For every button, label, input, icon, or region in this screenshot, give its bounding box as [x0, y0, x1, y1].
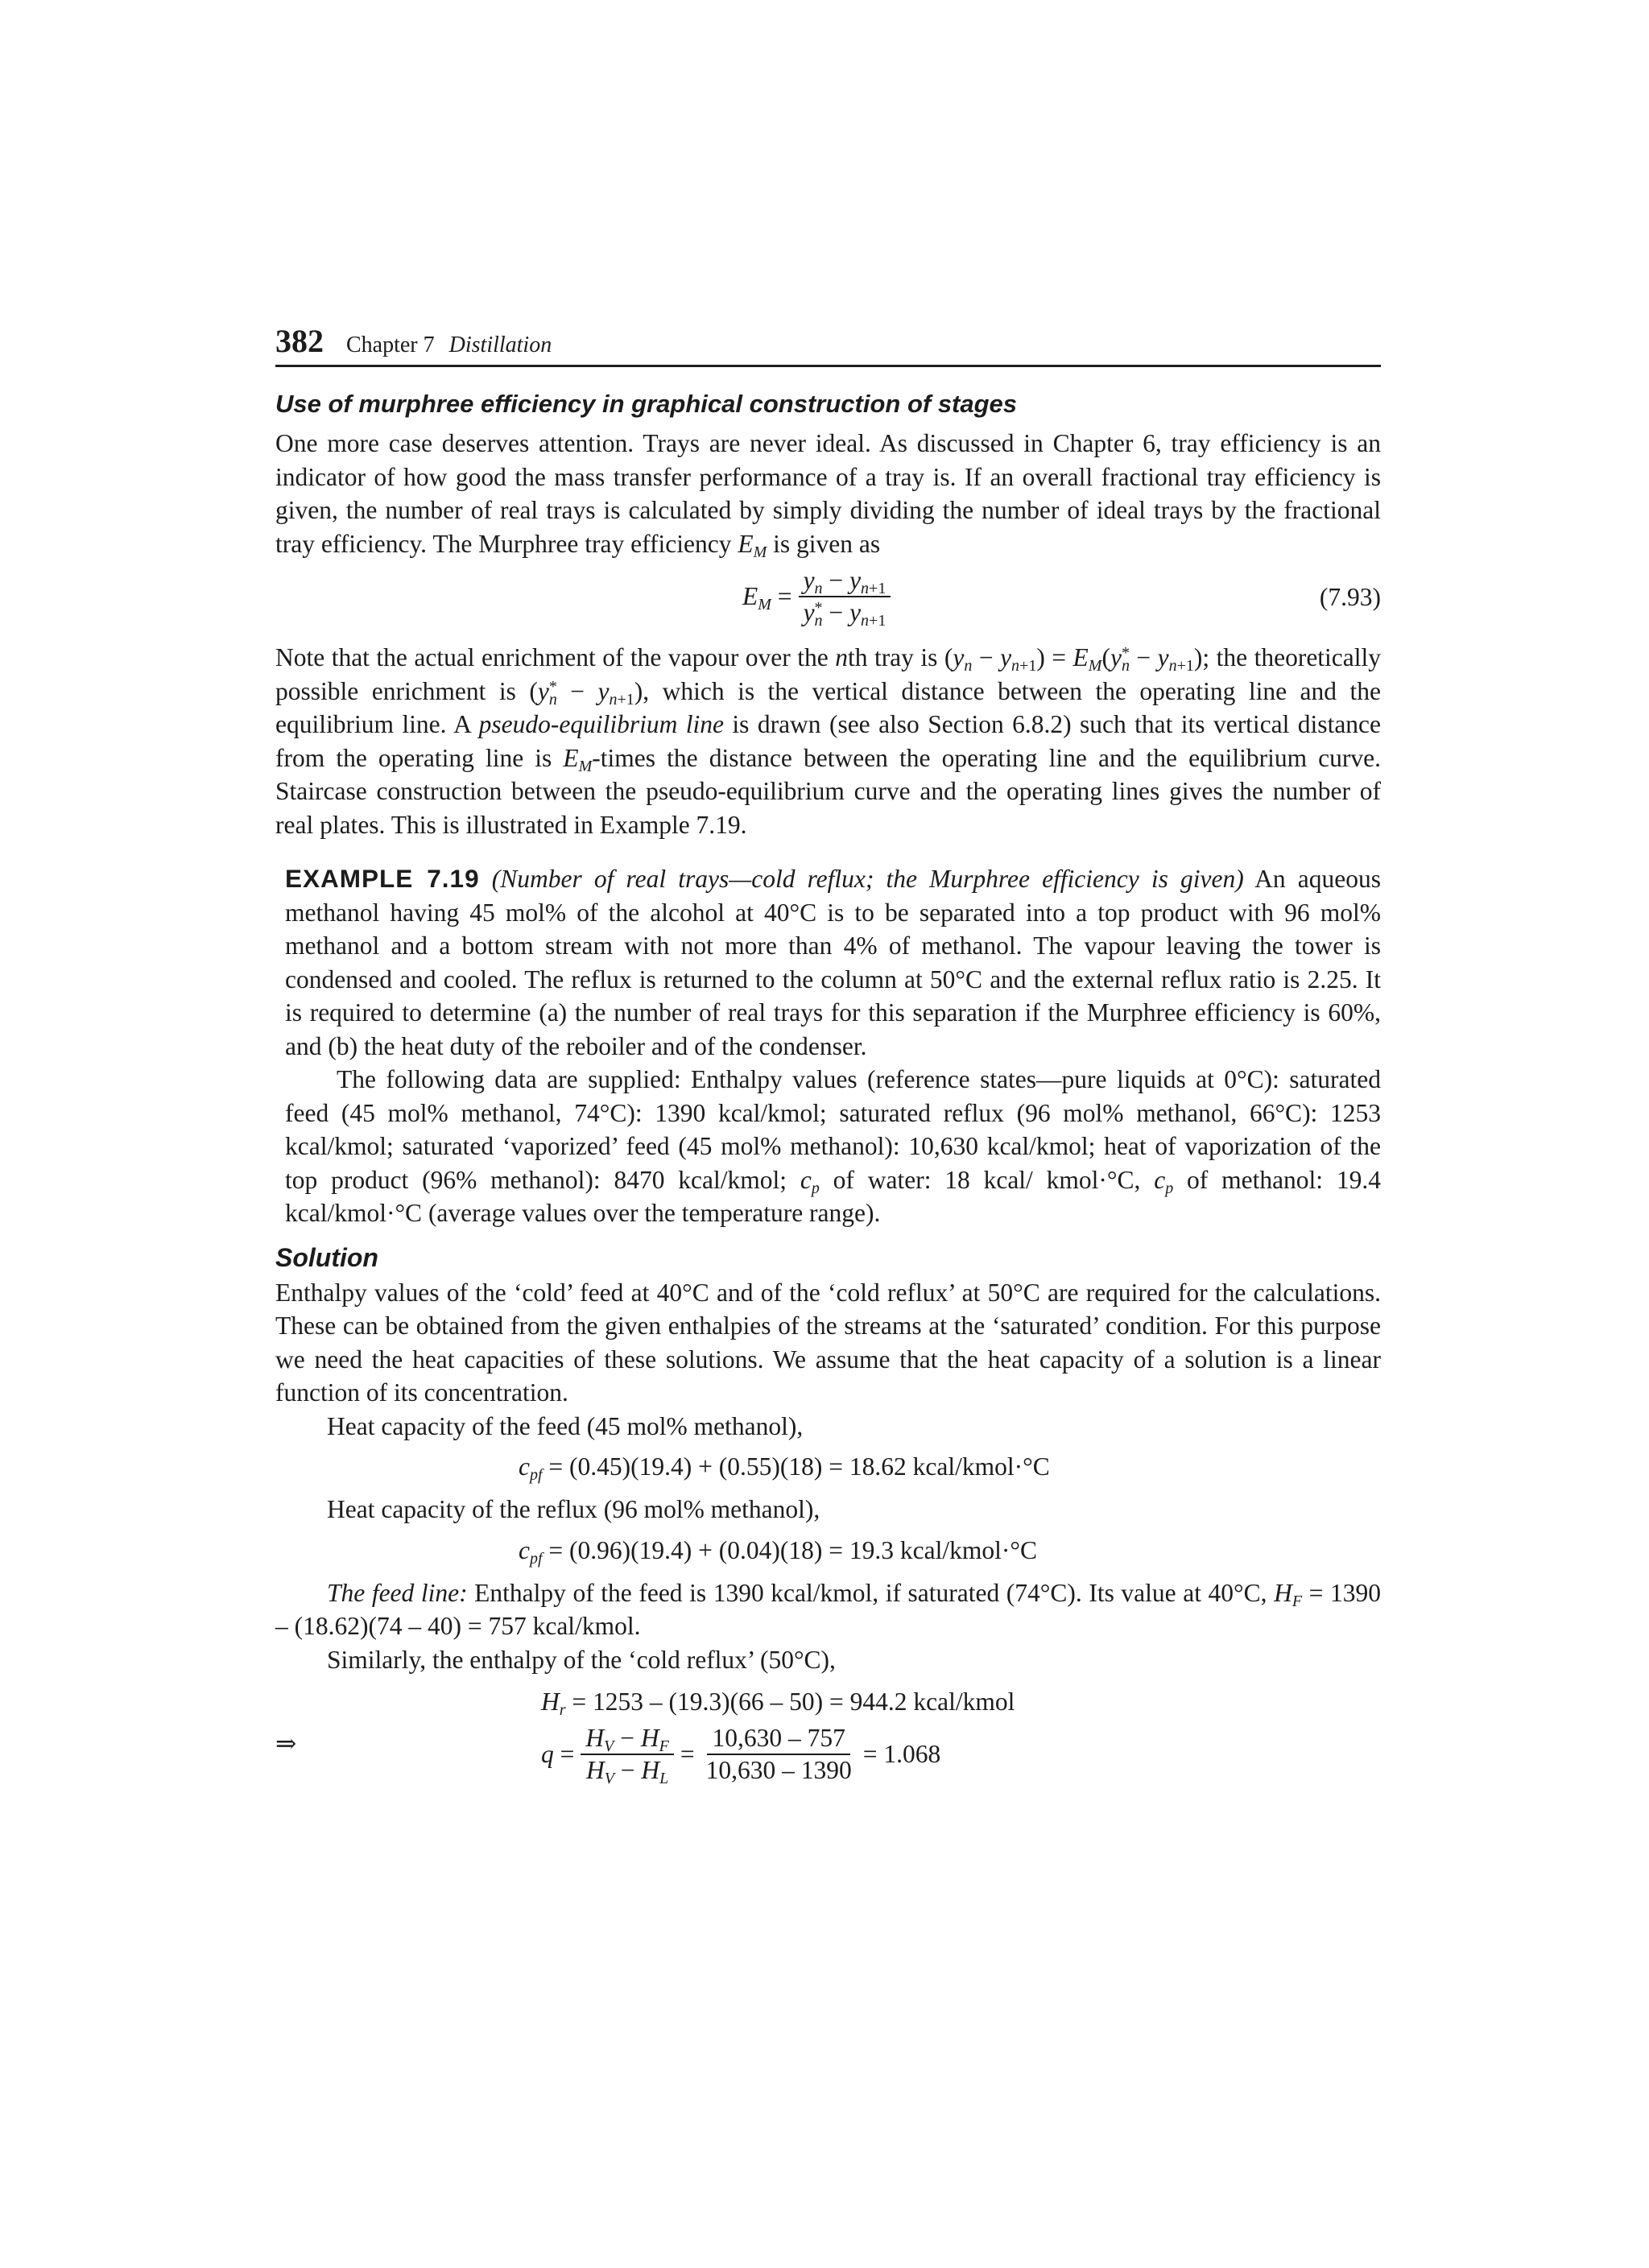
example-7-19: [275, 862, 1381, 1230]
equation-number: (7.93): [1319, 583, 1381, 611]
section-heading: Use of murphree efficiency in graphical construction of stages: [275, 390, 1018, 418]
implies-arrow: ⇒: [275, 1729, 297, 1758]
example-statement: EXAMPLE 7.19 (Number of real trays—cold reflux; the Murphree efficiency is given) An aqueous methanol having 45 mol% of the alcohol at 40°C is to be separated into a top product with 96 mol% methanol and a bottom stream with not more than 4% of methanol. The vapour leaving the tower is condensed and cooled. The reflux is returned to the column at 50°C and the external reflux ratio is 2.25. It is required to determine (a) the number of real trays for this separation if the Murphree efficiency is 60%, and (b) the heat duty of the reboiler and of the condenser.: [285, 864, 1381, 1060]
chapter-label: Chapter 7: [346, 333, 435, 357]
murphree-explanation-paragraph: Note that the actual enrichment of the vapour over the nth tray is $(y_n - y_{n+1}) = E_M(y^*_n - y_{n+1})$; the theoretically possible enrichment is $(y^*_n - y_{n+1})$, which is the vertical distance between the operating line and the equilibrium line. A pseudo-equilibrium line is drawn (see also Section 6.8.2) such that its vertical distance from the operating line is $E_M$-times the distance between the operating line and the equilibrium curve. Staircase construction between the pseudo-equilibrium curve and the operating lines gives the number of real plates. This is illustrated in Example 7.19.: [275, 643, 1382, 839]
solution-paragraph: Enthalpy values of the ‘cold’ feed at 40°C and of the ‘cold reflux’ at 50°C are required for the calculations. These can be obtained from the given enthalpies of the streams at the ‘saturated’ condition. For this purpose we need the heat capacities of these solutions. We assume that the heat capacity of a solution is a linear function of its concentration.: [275, 1278, 1381, 1407]
example-title: (Number of real trays—cold reflux; the Murphree efficiency is given): [491, 865, 1244, 893]
reflux-cp-intro: Heat capacity of the reflux (96 mol% methanol),: [327, 1495, 820, 1523]
intro-paragraph: One more case deserves attention. Trays are never ideal. As discussed in Chapter 6, tray efficiency is an indicator of how good the mass transfer performance of a tray is. If an overall fractional tray efficiency is given, the number of real trays is calculated by simply dividing the number of ideal trays by the fractional tray efficiency. The Murphree tray efficiency $E_M$ is given as: [275, 429, 1381, 561]
example-data: The following data are supplied: Enthalpy values (reference states—pure liquids at 0°C): saturated feed (45 mol% methanol, 74°C): 1390 kcal/kmol; saturated reflux (96 mol% methanol, 66°C): 1253 kcal/kmol; saturated ‘vaporized’ feed (45 mol% methanol): 10,630 kcal/kmol; heat of vaporization of the top product (96% methanol): 8470 kcal/kmol; $c_p$ of water: 18 kcal/ kmol·°C, $c_p$ of methanol: 19.4 kcal/kmol·°C (average values over the temperature range).: [285, 1065, 1382, 1227]
q-calculation: [275, 1688, 1381, 1792]
example-label: EXAMPLE 7.19: [285, 864, 480, 893]
feed-cp-intro: Heat capacity of the feed (45 mol% methanol),: [327, 1411, 804, 1440]
page-number: 382: [275, 323, 324, 359]
reflux-cp-equation: $c_{pf} = (0.96)(19.4) + (0.04)(18) = 19.3$ kcal/kmol·°C: [519, 1535, 1037, 1568]
q-equation: q = $\frac{H_V - H_F}{H_V - H_L}$ = $\frac{10,630 - 757}{10,630 - 1390}$ = 1.068: [541, 1724, 941, 1787]
feed-cp-equation: $c_{pf} = (0.45)(19.4) + (0.55)(18) = 18.62$ kcal/kmol·°C: [519, 1452, 1050, 1484]
solution-heading: Solution: [275, 1242, 378, 1272]
page: [275, 322, 1381, 1792]
page-header: [275, 322, 1381, 367]
feed-line-paragraph: The feed line: Enthalpy of the feed is 1390 kcal/kmol, if saturated (74°C). Its value at 40°C, $H_F = 1390 - (18.62)(74 - 40) = 757$ kcal/kmol.: [275, 1578, 1381, 1640]
reflux-enthalpy-equation: $H_r = 1253 - (19.3)(66 - 50) = 944.2$ kcal/kmol: [541, 1688, 1015, 1719]
similarly-line: Similarly, the enthalpy of the ‘cold reflux’ (50°C),: [327, 1645, 836, 1674]
chapter-title: Distillation: [448, 333, 552, 357]
equation-7-93: $E_M$ = $\frac{y_n - y_{n+1}}{y^*_n - y_{n+1}}$ (7.93): [742, 566, 1381, 630]
